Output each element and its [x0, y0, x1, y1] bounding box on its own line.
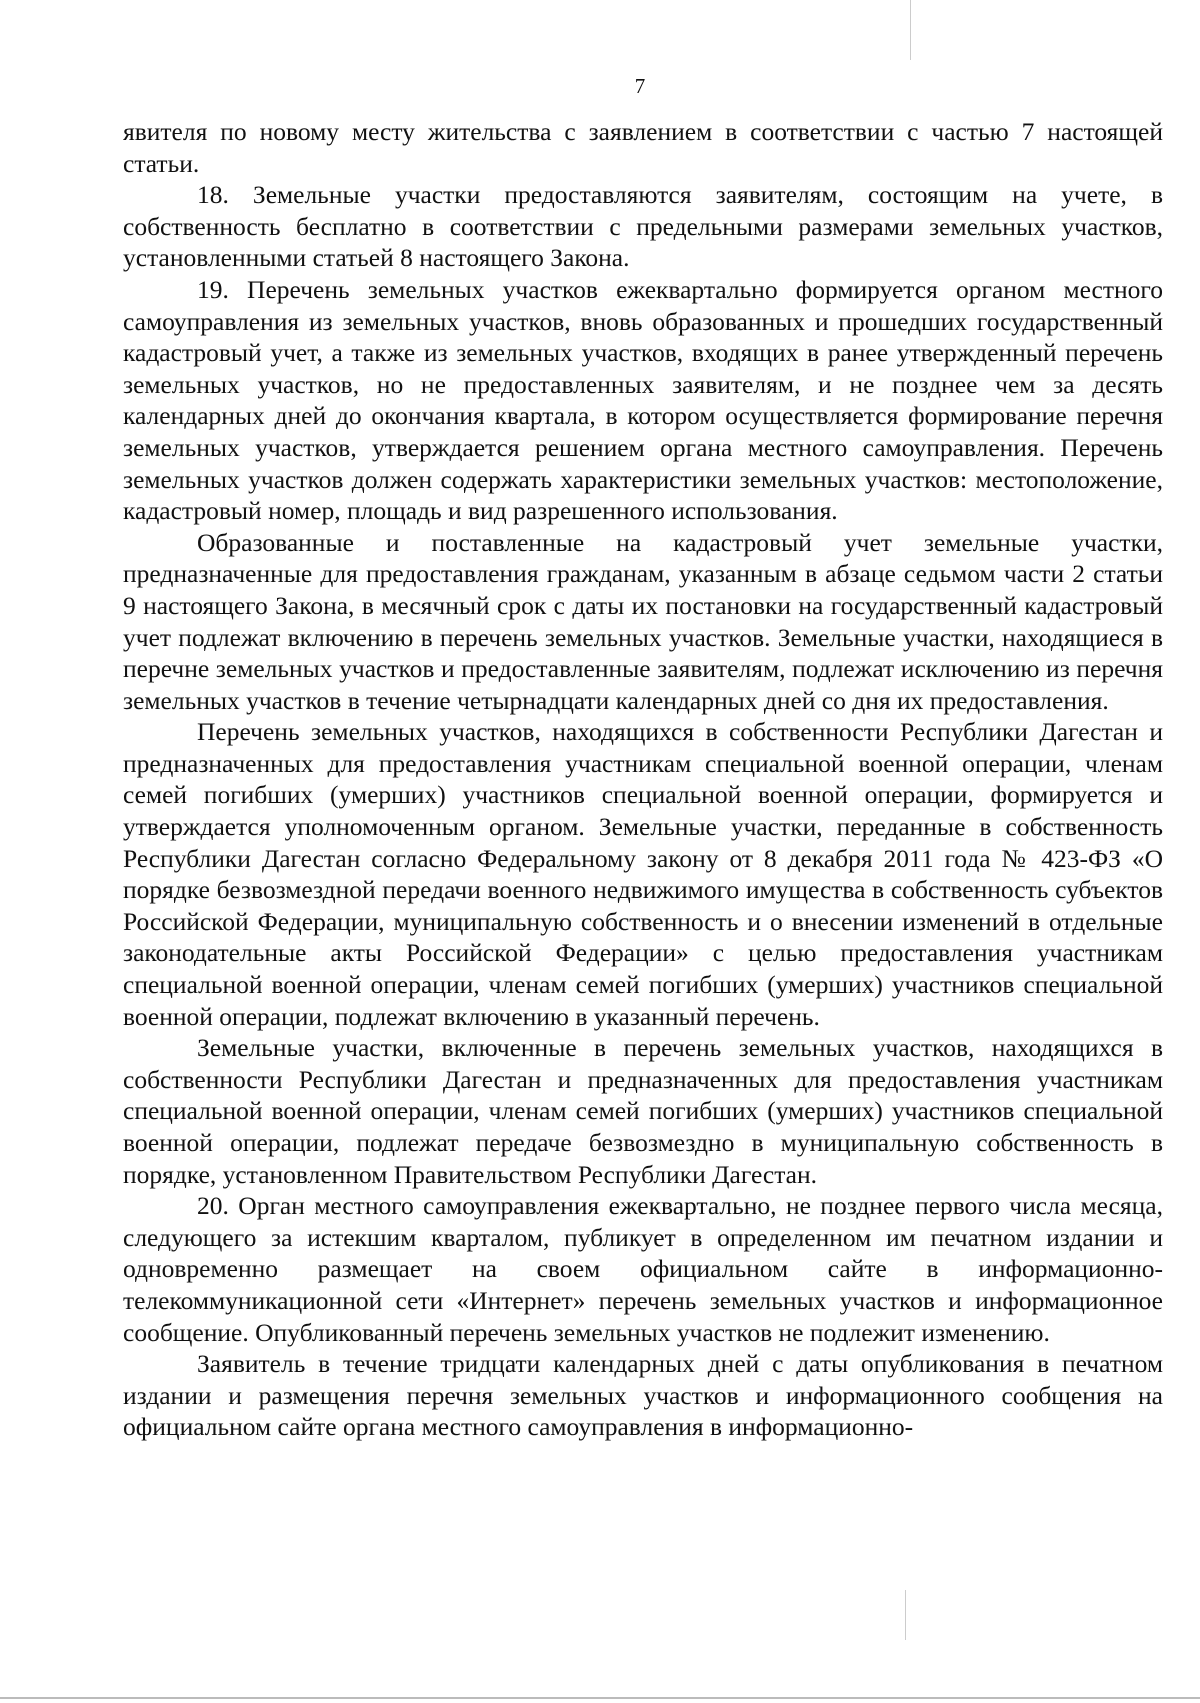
paragraph-item-19-cadastral: Образованные и поставленные на кадастровый учет земельные участки, предназначенные для предоставления гражданам, указанным в абзаце седьмом части 2 статьи 9 настоящего Закона, в месячный срок с даты их постановки на государственный кадастровый учет подлежат включению в перечень земельных участков. Земельные участки, находящиеся в перечне земельных участков и предоставленные заявителям, подлежат исключению из перечня земельных участков в течение четырнадцати календарных дней со дня их предоставления.	[123, 527, 1163, 715]
paragraph-item-18: 18. Земельные участки предоставляются заявителям, состоящим на учете, в собственность бесплатно в соответствии с предельными размерами земельных участков, установленными статьей 8 настоящего Закона.	[123, 180, 1163, 273]
paragraph-item-19-svo-list: Перечень земельных участков, находящихся в собственности Республики Дагестан и предназначенных для предоставления участникам специальной военной операции, членам семей погибших (умерших) участников специальной военной операции, формируется и утверждается уполномоченным органом. Земельные участки, переданные в собственность Республики Дагестан согласно Федеральному закону от 8 декабря 2011 года № 423-ФЗ «О порядке безвозмездной передачи военного недвижимого имущества в собственность субъектов Российской Федерации, муниципальную собственность и о внесении изменений в отдельные законодательные акты Российской Федерации» с целью предоставления участникам специальной военной операции, членам семей погибших (умерших) участников специальной военной операции, подлежат включению в указанный перечень.	[123, 717, 1163, 1031]
scan-margin-mark	[910, 0, 911, 60]
paragraph-item-19-transfer: Земельные участки, включенные в перечень земельных участков, находящихся в собственности Республики Дагестан и предназначенных для предоставления участникам специальной военной операции, членам семей погибших (умерших) участников специальной военной операции, подлежат передаче безвозмездно в муниципальную собственность в порядке, установленном Правительством Республики Дагестан.	[123, 1033, 1163, 1189]
page-number: 7	[634, 74, 646, 98]
scan-edge-line	[0, 1697, 1200, 1699]
paragraph-item-19: 19. Перечень земельных участков ежеквартально формируется органом местного самоуправления из земельных участков, вновь образованных и прошедших государственный кадастровый учет, а также из земельных участков, входящих в ранее утвержденный перечень земельных участков, но не предоставленных заявителям, и не позднее чем за десять календарных дней до окончания квартала, в котором осуществляется формирование перечня земельных участков, утверждается решением органа местного самоуправления. Перечень земельных участков должен содержать характеристики земельных участков: местоположение, кадастровый номер, площадь и вид разрешенного использования.	[123, 274, 1163, 526]
scan-margin-mark	[905, 1590, 906, 1640]
paragraph-item-20-applicant: Заявитель в течение тридцати календарных дней с даты опубликования в печатном издании и размещения перечня земельных участков и информационного сообщения на официальном сайте органа местного самоуправления в информационно-	[123, 1349, 1163, 1442]
paragraph-item-20: 20. Орган местного самоуправления ежеквартально, не позднее первого числа месяца, следующего за истекшим кварталом, публикует в определенном им печатном издании и одновременно размещает на своем официальном сайте в информационно-телекоммуникационной сети «Интернет» перечень земельных участков и информационное сообщение. Опубликованный перечень земельных участков не подлежит изменению.	[123, 1191, 1163, 1347]
document-body	[123, 116, 1163, 1443]
paragraph-continuation: явителя по новому месту жительства с заявлением в соответствии с частью 7 настоящей статьи.	[123, 117, 1163, 178]
